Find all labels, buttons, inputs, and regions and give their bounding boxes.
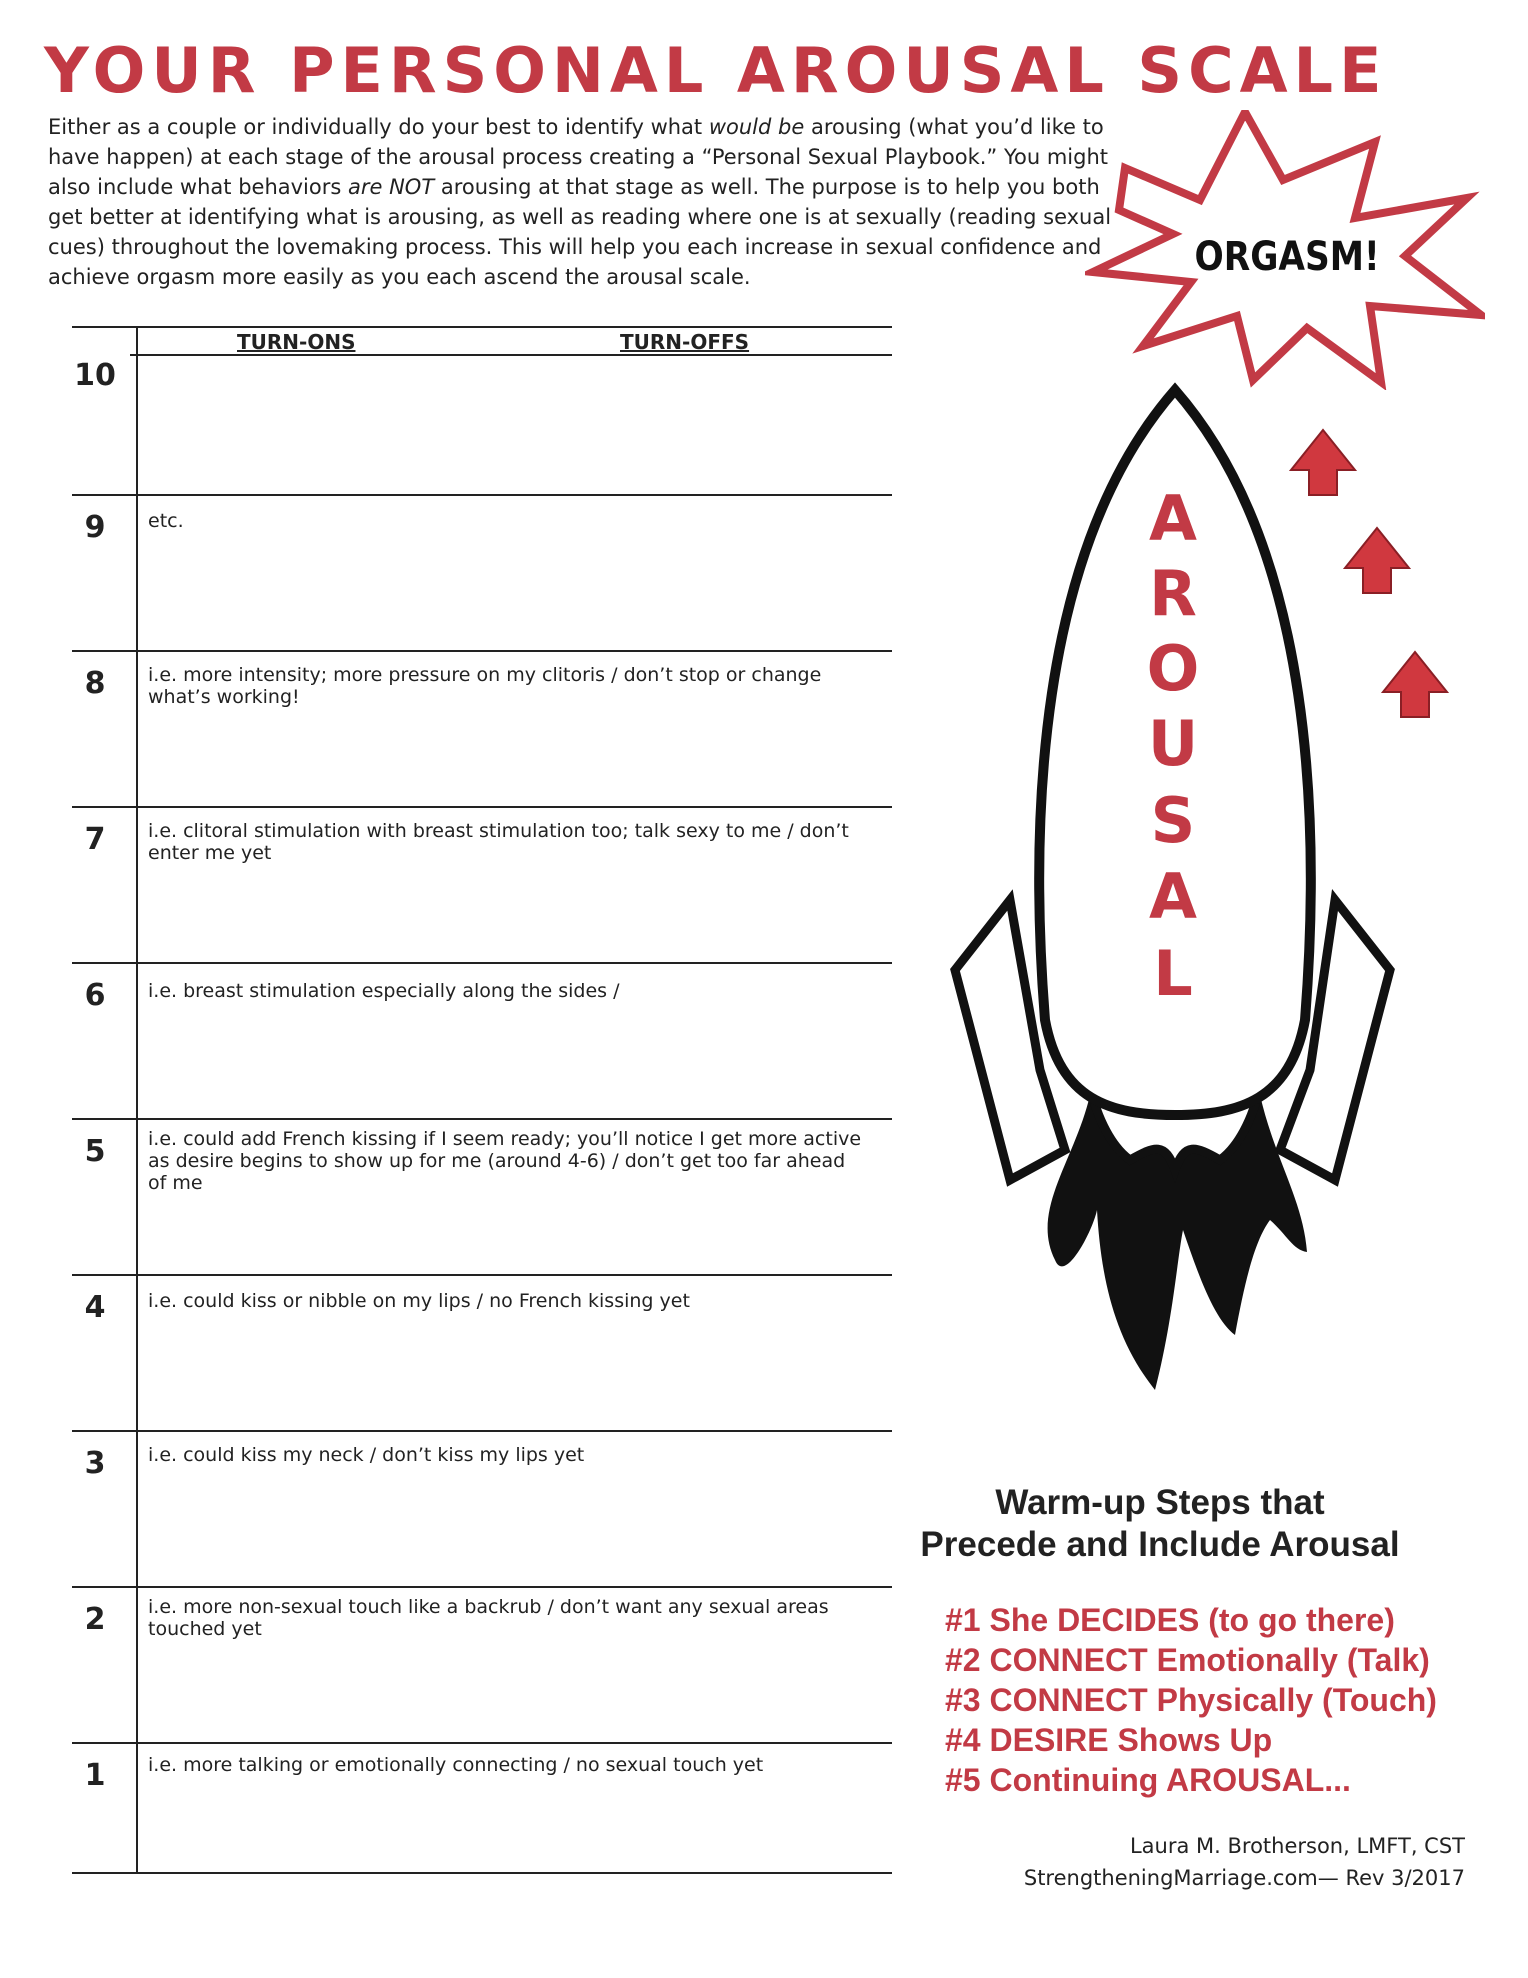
level-number: 10 (74, 358, 116, 393)
level-number: 8 (84, 666, 106, 701)
rocket-letter: O (1146, 632, 1200, 705)
level-number: 3 (84, 1446, 106, 1481)
starburst-label: ORGASM! (1194, 232, 1380, 280)
row-rule (72, 1274, 892, 1276)
row-text: i.e. could kiss my neck / don’t kiss my lips yet (148, 1444, 585, 1466)
row-rule (72, 806, 892, 808)
page-title: YOUR PERSONAL AROUSAL SCALE (44, 34, 1388, 107)
row-text: i.e. more talking or emotionally connecting / no sexual touch yet (148, 1754, 764, 1776)
warmup-step: #2 CONNECT Emotionally (Talk) (945, 1642, 1430, 1678)
author-name: Laura M. Brotherson, LMFT, CST (1129, 1834, 1465, 1858)
author-credit (960, 1830, 1465, 1894)
warmup-step: #3 CONNECT Physically (Touch) (945, 1682, 1437, 1718)
rocket-letter: R (1149, 557, 1197, 630)
row-text: i.e. breast stimulation especially along the sides / (148, 980, 620, 1002)
intro-text-part-2: arousing (what you’d like to have happen) at each stage of the arousal process creating a “Personal Sexual Playbook.” You might also include what behaviors (48, 115, 1109, 199)
rocket-letter: A (1149, 482, 1197, 555)
website-revision: StrengtheningMarriage.com— Rev 3/2017 (1023, 1866, 1465, 1890)
level-number: 9 (84, 510, 106, 545)
row-rule (72, 1742, 892, 1744)
header-turn-ons: TURN-ONS (237, 330, 356, 354)
warmup-step: #4 DESIRE Shows Up (945, 1722, 1273, 1758)
warmup-step: #5 Continuing AROUSAL... (945, 1762, 1351, 1798)
orgasm-starburst (1085, 110, 1485, 390)
row-text: i.e. clitoral stimulation with breast stimulation too; talk sexy to me / don’t enter me yet (148, 820, 849, 864)
level-number: 7 (84, 822, 106, 857)
intro-text-part-1: Either as a couple or individually do your best to identify what (48, 115, 709, 139)
up-arrow-icon (1291, 430, 1355, 495)
warmup-steps-list (945, 1600, 1485, 1800)
header-turn-offs: TURN-OFFS (620, 330, 750, 354)
row-rule (72, 1430, 892, 1432)
table-top-rule (72, 326, 892, 328)
row-text: i.e. more non-sexual touch like a backrub / don’t want any sexual areas touched yet (148, 1596, 829, 1640)
rocket-letter: S (1150, 784, 1196, 857)
intro-emphasis-are-not: are NOT (347, 175, 435, 199)
warmup-heading-line-1: Warm-up Steps that (995, 1483, 1325, 1522)
row-rule (72, 962, 892, 964)
rocket-illustration (915, 380, 1475, 1420)
intro-text-part-3: arousing at that stage as well. The purpose is to help you both get better at identifying what is arousing, as well as reading where one is at sexually (reading sexual cues) throughout the lovemaking process. This will help you each increase in sexual confidence and achieve orgasm more easily as you each ascend the arousal scale. (48, 175, 1112, 289)
rocket-letter: A (1149, 860, 1197, 933)
level-number: 4 (84, 1290, 106, 1325)
arousal-scale-table (60, 320, 900, 1880)
up-arrow-icon (1345, 528, 1409, 593)
table-bottom-rule (72, 1872, 892, 1874)
warmup-step: #1 She DECIDES (to go there) (945, 1602, 1395, 1638)
level-number: 1 (84, 1758, 106, 1793)
up-arrow-icon (1383, 652, 1447, 717)
intro-paragraph (48, 112, 1128, 292)
level-number: 6 (84, 978, 106, 1013)
row-rule (72, 1118, 892, 1120)
row-text: etc. (148, 510, 184, 532)
table-header-rule (130, 354, 892, 356)
level-number: 2 (84, 1602, 106, 1637)
intro-emphasis-would-be: would be (708, 115, 805, 139)
rocket-letter: U (1147, 707, 1199, 780)
table-column-divider (136, 326, 138, 1872)
row-rule (72, 494, 892, 496)
row-text: i.e. could kiss or nibble on my lips / no French kissing yet (148, 1290, 690, 1312)
warmup-heading (880, 1482, 1440, 1566)
row-text: i.e. more intensity; more pressure on my clitoris / don’t stop or change what’s working! (148, 664, 822, 708)
warmup-heading-line-2: Precede and Include Arousal (920, 1525, 1400, 1564)
row-rule (72, 650, 892, 652)
row-rule (72, 1586, 892, 1588)
row-text: i.e. could add French kissing if I seem ready; you’ll notice I get more active as desire begins to show up for me (around 4-6) / don’t get too far ahead of me (148, 1128, 862, 1194)
rocket-letter: L (1153, 937, 1193, 1010)
level-number: 5 (84, 1134, 106, 1169)
